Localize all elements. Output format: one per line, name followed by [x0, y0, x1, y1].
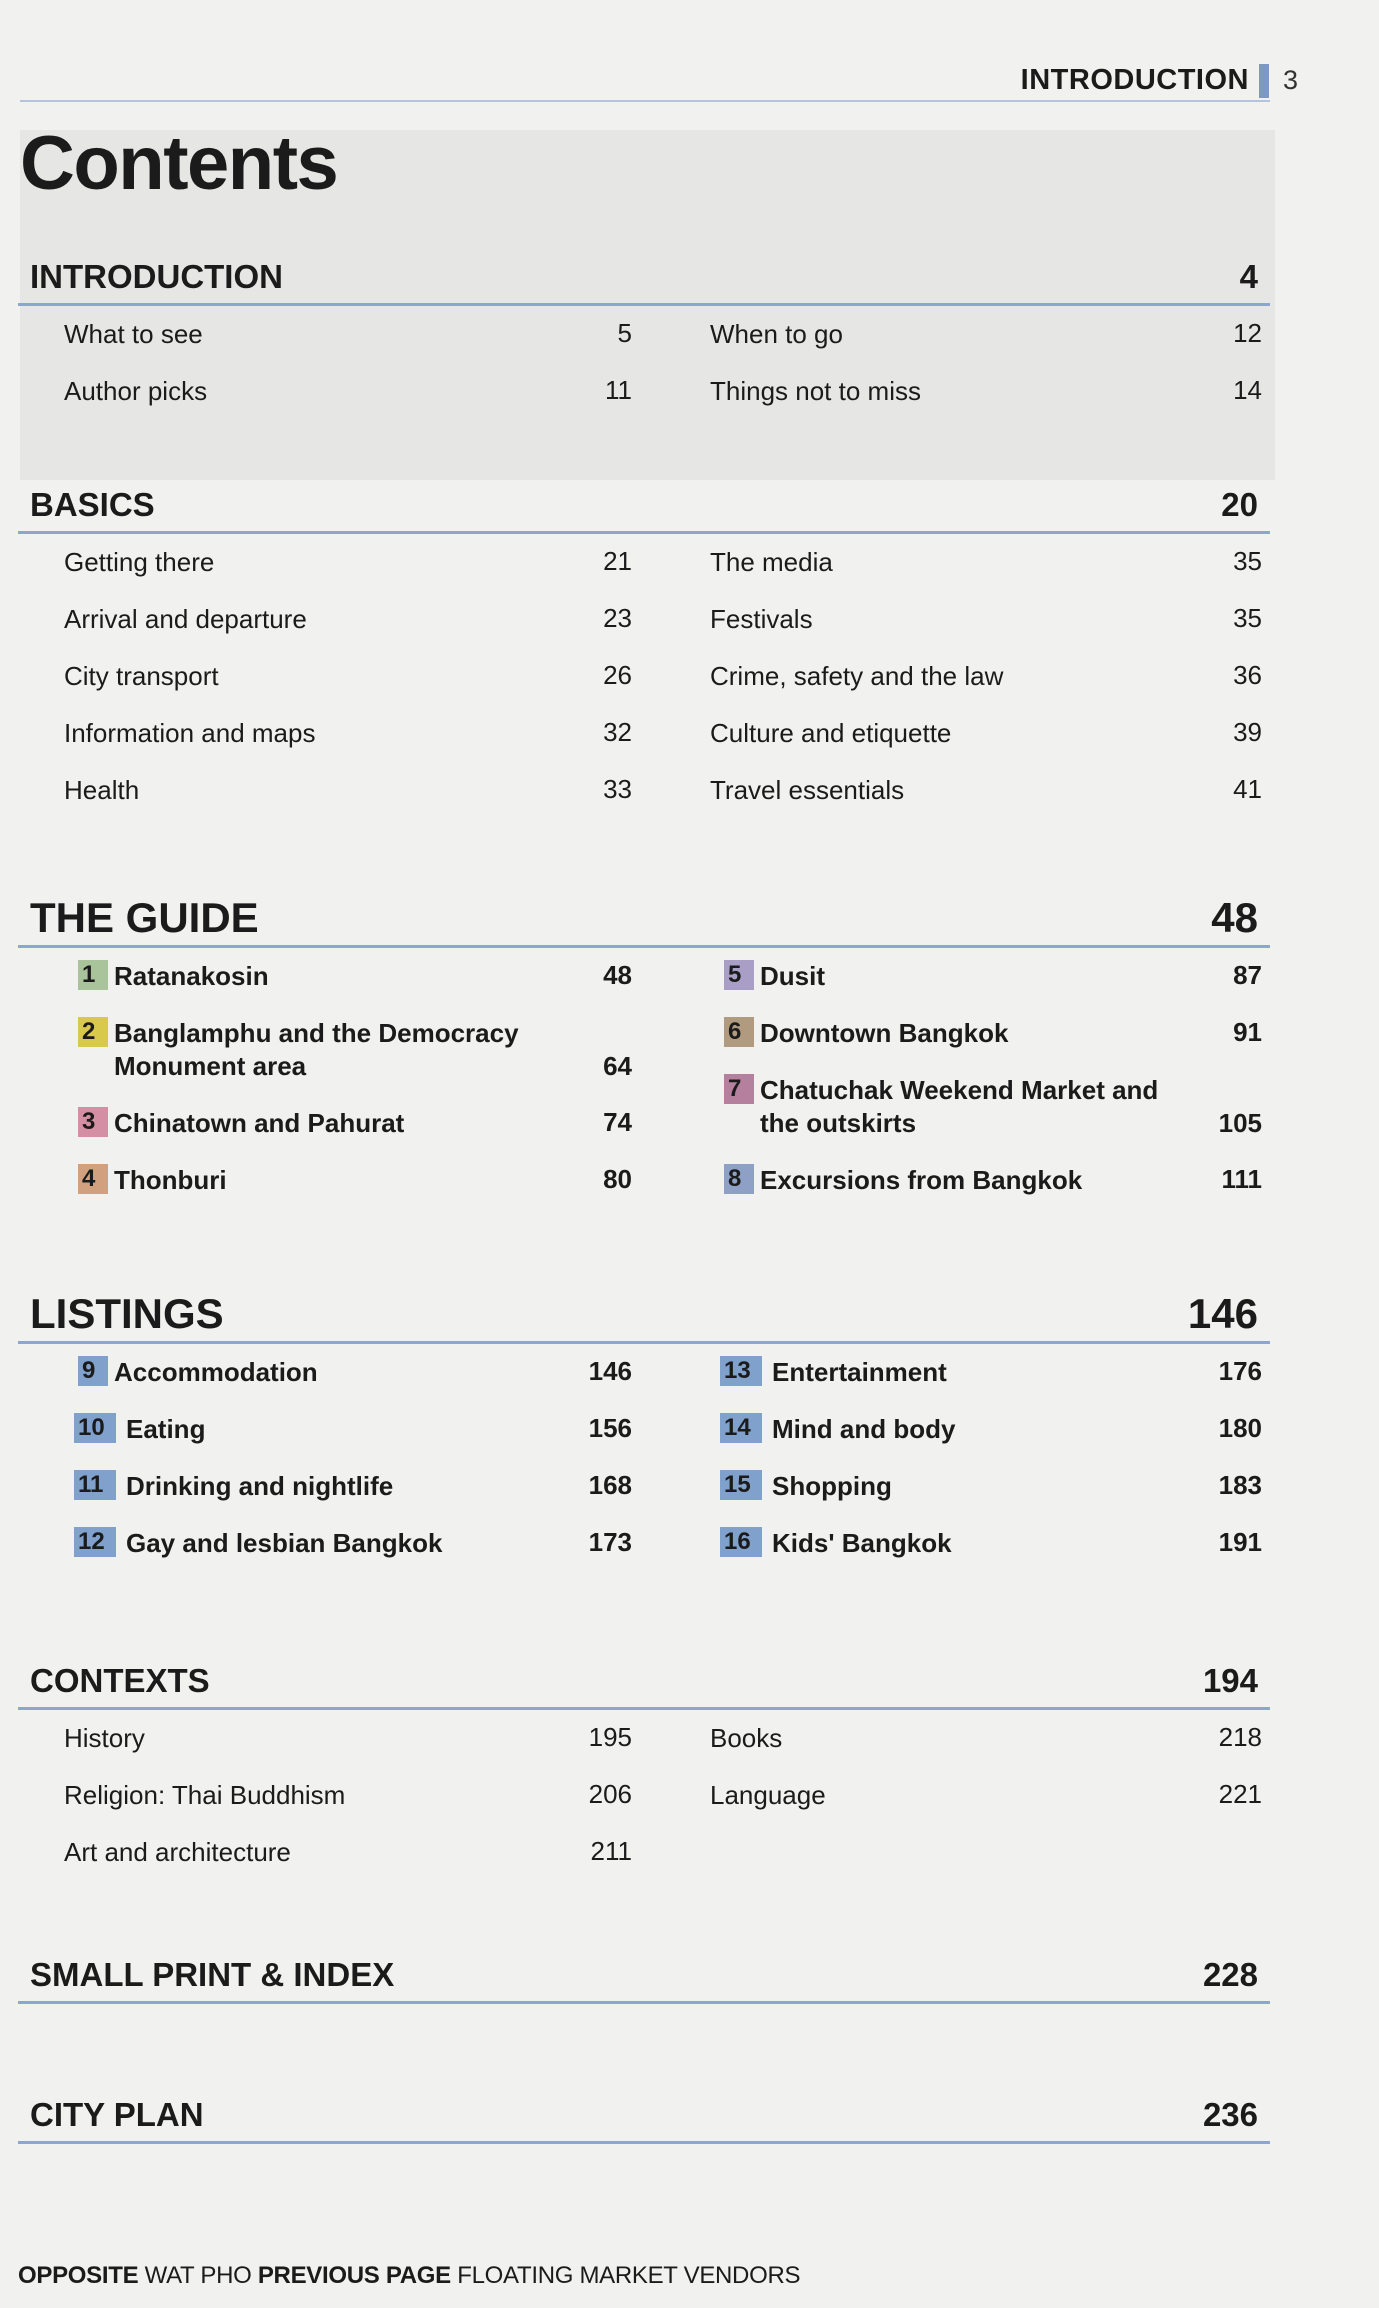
section-small-print-index[interactable]	[18, 1950, 1270, 2004]
entry-page: 12	[1233, 318, 1262, 348]
entry-label: When to go	[710, 319, 843, 349]
chapter-entry[interactable]	[710, 1401, 1262, 1458]
entry-page: 156	[588, 1413, 632, 1443]
section-page: 4	[1239, 258, 1258, 295]
running-header-title: INTRODUCTION	[1020, 64, 1249, 96]
section-city-plan[interactable]	[18, 2090, 1270, 2144]
column-right	[710, 1710, 1262, 1824]
chapter-entry[interactable]	[64, 1344, 644, 1401]
toc-entry[interactable]	[64, 591, 644, 648]
section-header	[18, 1290, 1270, 1344]
column-right	[710, 948, 1262, 1209]
entry-label: Language	[710, 1780, 826, 1810]
running-header-bar	[1259, 64, 1269, 98]
entry-label: Books	[710, 1723, 783, 1753]
toc-entry[interactable]	[710, 591, 1262, 648]
toc-entry[interactable]	[710, 705, 1262, 762]
chapter-number: 5	[724, 960, 754, 990]
entry-page: 180	[1218, 1413, 1262, 1443]
entry-page: 206	[588, 1779, 632, 1809]
entry-page: 173	[588, 1527, 632, 1557]
chapter-entry[interactable]	[64, 948, 644, 1005]
chapter-number: 15	[720, 1470, 762, 1500]
toc-entry[interactable]	[64, 363, 644, 420]
entry-page: 218	[1218, 1722, 1262, 1752]
toc-entry[interactable]	[64, 705, 644, 762]
section-rule	[18, 2001, 1270, 2004]
entry-page: 195	[588, 1722, 632, 1752]
chapter-number: 12	[74, 1527, 116, 1557]
chapter-entry[interactable]	[710, 1152, 1262, 1209]
column-left	[64, 306, 644, 420]
caption-text-previous: FLOATING MARKET VENDORS	[457, 2262, 801, 2289]
entry-page: 48	[603, 960, 632, 990]
chapter-number: 11	[74, 1470, 116, 1500]
section-basics	[18, 480, 1270, 805]
entry-page: 14	[1233, 375, 1262, 405]
entry-label: Downtown Bangkok	[760, 1018, 1009, 1048]
entry-page: 64	[603, 1051, 632, 1081]
section-page: 236	[1202, 2096, 1258, 2133]
toc-entry[interactable]	[710, 534, 1262, 591]
entry-page: 211	[590, 1836, 632, 1866]
section-title: SMALL PRINT & INDEX	[30, 1956, 395, 1993]
chapter-number: 10	[74, 1413, 116, 1443]
toc-entry[interactable]	[710, 1767, 1262, 1824]
toc-entry[interactable]	[710, 306, 1262, 363]
entry-label: Ratanakosin	[114, 961, 269, 991]
entry-label: Kids' Bangkok	[772, 1528, 952, 1558]
entry-label: Dusit	[760, 961, 825, 991]
entry-label: Getting there	[64, 547, 215, 577]
entry-label: Culture and etiquette	[710, 718, 952, 748]
entry-page: 23	[603, 603, 632, 633]
entry-label: Entertainment	[772, 1357, 947, 1387]
chapter-number: 6	[724, 1017, 754, 1047]
chapter-number: 8	[724, 1164, 754, 1194]
header-rule	[20, 100, 1270, 102]
column-left	[64, 534, 644, 819]
toc-entry[interactable]	[64, 1824, 644, 1881]
section-contexts	[18, 1656, 1270, 1867]
section-page: 20	[1221, 486, 1258, 523]
section-title: LISTINGS	[30, 1290, 224, 1337]
toc-entry[interactable]	[710, 762, 1262, 819]
column-right	[710, 534, 1262, 819]
chapter-number: 4	[78, 1164, 108, 1194]
entry-page: 35	[1233, 546, 1262, 576]
chapter-entry[interactable]	[64, 1401, 644, 1458]
entry-label: Health	[64, 775, 140, 805]
section-page: 48	[1211, 894, 1258, 941]
toc-entry[interactable]	[710, 1710, 1262, 1767]
chapter-number: 7	[724, 1074, 754, 1104]
section-page: 194	[1202, 1662, 1258, 1699]
column-left	[64, 948, 644, 1209]
page-number: 3	[1283, 65, 1299, 95]
entry-label: Accommodation	[114, 1357, 318, 1387]
running-header	[0, 60, 1379, 104]
caption-text-opposite: WAT PHO	[144, 2262, 252, 2289]
entry-label: Eating	[126, 1414, 206, 1444]
caption-label-previous: PREVIOUS PAGE	[257, 2262, 451, 2289]
entry-label: Things not to miss	[710, 376, 921, 406]
entry-label: Excursions from Bangkok	[760, 1165, 1083, 1195]
toc-entry[interactable]	[64, 534, 644, 591]
entry-page: 91	[1233, 1017, 1262, 1047]
entry-label: What to see	[64, 319, 203, 349]
entry-page: 26	[603, 660, 632, 690]
entry-page: 80	[603, 1164, 632, 1194]
section-title: INTRODUCTION	[30, 258, 283, 295]
chapter-entry[interactable]	[710, 1515, 1262, 1572]
section-header	[18, 252, 1270, 306]
column-right	[710, 306, 1262, 420]
entry-label: Gay and lesbian Bangkok	[126, 1528, 443, 1558]
section-header	[18, 2090, 1270, 2144]
chapter-number: 14	[720, 1413, 762, 1443]
entry-label: Religion: Thai Buddhism	[64, 1780, 346, 1810]
section-header	[18, 1656, 1270, 1710]
column-left	[64, 1710, 644, 1881]
chapter-number: 1	[78, 960, 108, 990]
entry-label: Thonburi	[114, 1165, 227, 1195]
section-title: CONTEXTS	[30, 1662, 210, 1699]
chapter-number: 2	[78, 1017, 108, 1047]
chapter-number: 16	[720, 1527, 762, 1557]
caption-label-opposite: OPPOSITE	[18, 2262, 139, 2289]
entry-page: 105	[1218, 1108, 1262, 1138]
section-the-guide	[18, 894, 1270, 1195]
entry-page: 41	[1233, 774, 1262, 804]
chapter-entry[interactable]	[710, 948, 1262, 1005]
entry-page: 33	[603, 774, 632, 804]
entry-page: 35	[1233, 603, 1262, 633]
section-header	[18, 894, 1270, 948]
section-introduction	[18, 252, 1270, 406]
entry-label: Art and architecture	[64, 1837, 291, 1867]
entry-page: 39	[1233, 717, 1262, 747]
entry-page: 146	[588, 1356, 632, 1386]
chapter-number: 3	[78, 1107, 108, 1137]
entry-page: 21	[603, 546, 632, 576]
entry-page: 5	[617, 318, 632, 348]
toc-entry[interactable]	[64, 762, 644, 819]
section-header	[18, 1950, 1270, 2004]
entry-page: 36	[1233, 660, 1262, 690]
toc-entry[interactable]	[64, 648, 644, 705]
toc-entry[interactable]	[64, 306, 644, 363]
entry-page: 32	[603, 717, 632, 747]
entry-label: Arrival and departure	[64, 604, 307, 634]
entry-page: 11	[605, 375, 632, 405]
chapter-entry[interactable]	[64, 1515, 644, 1572]
entry-page: 111	[1221, 1164, 1262, 1194]
photo-caption	[18, 2262, 800, 2290]
entry-label: Banglamphu and the Democracy Monument area	[114, 1018, 519, 1081]
entry-label: Chatuchak Weekend Market and the outskirts	[760, 1075, 1159, 1138]
entry-page: 176	[1218, 1356, 1262, 1386]
entry-label: Mind and body	[772, 1414, 956, 1444]
chapter-entry[interactable]	[64, 1152, 644, 1209]
section-page: 228	[1202, 1956, 1258, 1993]
chapter-entry[interactable]	[64, 1095, 644, 1152]
entry-label: Festivals	[710, 604, 813, 634]
toc-entry[interactable]	[710, 363, 1262, 420]
entry-label: Shopping	[772, 1471, 892, 1501]
column-right	[710, 1344, 1262, 1572]
entry-page: 74	[603, 1107, 632, 1137]
column-left	[64, 1344, 644, 1572]
chapter-number: 9	[78, 1356, 108, 1386]
page-title: Contents	[20, 121, 338, 206]
chapter-entry[interactable]	[64, 1005, 644, 1095]
section-title: BASICS	[30, 486, 155, 523]
section-header	[18, 480, 1270, 534]
section-title: THE GUIDE	[30, 894, 259, 941]
entry-page: 221	[1218, 1779, 1262, 1809]
chapter-entry[interactable]	[710, 1344, 1262, 1401]
toc-entry[interactable]	[64, 1710, 644, 1767]
section-title: CITY PLAN	[30, 2096, 204, 2133]
chapter-entry[interactable]	[710, 1062, 1262, 1152]
entry-label: Crime, safety and the law	[710, 661, 1004, 691]
entry-label: Chinatown and Pahurat	[114, 1108, 405, 1138]
chapter-number: 13	[720, 1356, 762, 1386]
chapter-entry[interactable]	[710, 1458, 1262, 1515]
chapter-entry[interactable]	[64, 1458, 644, 1515]
entry-label: The media	[710, 547, 833, 577]
toc-entry[interactable]	[710, 648, 1262, 705]
entry-page: 87	[1233, 960, 1262, 990]
section-listings	[18, 1290, 1270, 1558]
entry-label: Author picks	[64, 376, 208, 406]
entry-label: History	[64, 1723, 145, 1753]
entry-label: Information and maps	[64, 718, 316, 748]
section-page: 146	[1187, 1290, 1258, 1337]
toc-entry[interactable]	[64, 1767, 644, 1824]
entry-label: City transport	[64, 661, 219, 691]
entry-page: 183	[1218, 1470, 1262, 1500]
chapter-entry[interactable]	[710, 1005, 1262, 1062]
section-rule	[18, 2141, 1270, 2144]
entry-page: 168	[588, 1470, 632, 1500]
entry-page: 191	[1218, 1527, 1262, 1557]
entry-label: Travel essentials	[710, 775, 905, 805]
entry-label: Drinking and nightlife	[126, 1471, 394, 1501]
